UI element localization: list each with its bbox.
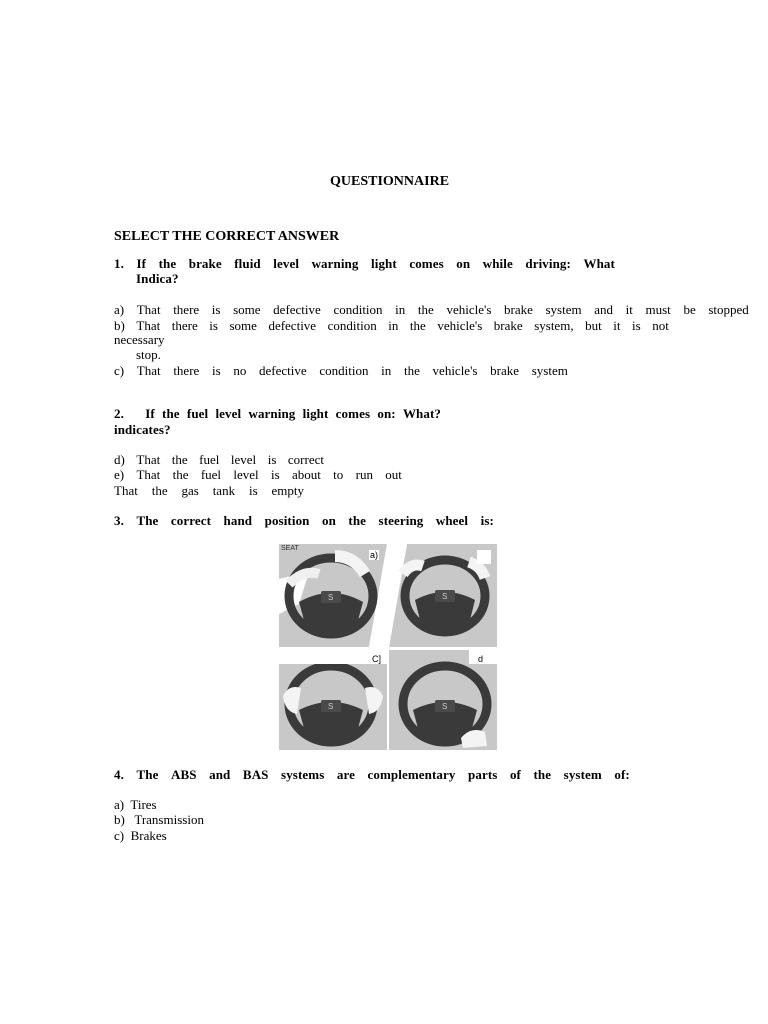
page-title: QUESTIONNAIRE bbox=[330, 174, 450, 189]
word: on bbox=[456, 256, 471, 271]
word: on bbox=[321, 513, 336, 528]
word: brake bbox=[490, 363, 520, 378]
word: run bbox=[355, 467, 373, 482]
word: in bbox=[395, 302, 406, 317]
steering-wheel-panel-d bbox=[389, 650, 497, 753]
question-2-option-d bbox=[114, 452, 324, 468]
word: no bbox=[233, 363, 247, 378]
question-1-option-b-end: stop. bbox=[136, 347, 161, 362]
word: brake bbox=[188, 256, 222, 271]
word: 2. bbox=[114, 406, 124, 421]
steering-wheel-panel-c bbox=[279, 650, 387, 753]
word: must bbox=[645, 302, 671, 317]
question-3-stem bbox=[114, 513, 494, 529]
word: warning bbox=[248, 406, 296, 421]
word: systems bbox=[281, 767, 325, 782]
word: the bbox=[403, 363, 420, 378]
word: the bbox=[172, 467, 189, 482]
steering-wheel-panel-a bbox=[279, 544, 387, 647]
word: the bbox=[151, 483, 168, 498]
question-2-stem-continued: indicates? bbox=[114, 422, 171, 437]
question-4-option-c: c) Brakes bbox=[114, 828, 167, 843]
word: is bbox=[267, 452, 277, 467]
word: of: bbox=[614, 767, 630, 782]
word: system bbox=[563, 767, 602, 782]
svg-text:S: S bbox=[442, 702, 448, 711]
word: some bbox=[233, 302, 261, 317]
word: and bbox=[209, 767, 231, 782]
word: level bbox=[273, 256, 300, 271]
word: position bbox=[264, 513, 310, 528]
word: there bbox=[171, 318, 198, 333]
word: ABS bbox=[171, 767, 197, 782]
svg-text:S: S bbox=[442, 592, 448, 601]
word: the bbox=[348, 513, 367, 528]
word: is bbox=[270, 467, 280, 482]
word: fuel bbox=[186, 406, 209, 421]
word: level bbox=[230, 452, 257, 467]
word: tank bbox=[212, 483, 236, 498]
word: That bbox=[136, 302, 161, 317]
word: hand bbox=[223, 513, 253, 528]
word: That bbox=[136, 363, 161, 378]
word: 4. bbox=[114, 767, 124, 782]
question-2-option-e bbox=[114, 467, 402, 483]
word: vehicle's bbox=[432, 363, 478, 378]
word: light bbox=[302, 406, 329, 421]
word: condition bbox=[333, 302, 383, 317]
word: it bbox=[613, 318, 621, 333]
word: condition bbox=[319, 363, 369, 378]
word: empty bbox=[271, 483, 304, 498]
word: c) bbox=[114, 363, 125, 378]
word: correct bbox=[287, 452, 324, 467]
question-1-option-c bbox=[114, 363, 568, 379]
question-1-option-b bbox=[114, 318, 669, 334]
word: warning bbox=[311, 256, 359, 271]
word: steering bbox=[378, 513, 424, 528]
word: That bbox=[136, 452, 161, 467]
word: defective bbox=[268, 318, 317, 333]
word: 1. bbox=[114, 256, 124, 271]
word: What? bbox=[402, 406, 441, 421]
word: fluid bbox=[234, 256, 261, 271]
word: is bbox=[211, 363, 221, 378]
word: in bbox=[388, 318, 399, 333]
word: BAS bbox=[242, 767, 269, 782]
word: while bbox=[482, 256, 513, 271]
word: The bbox=[136, 767, 159, 782]
word: system bbox=[545, 302, 582, 317]
question-1-option-b-continued: necessary bbox=[114, 332, 165, 347]
word: is bbox=[211, 302, 221, 317]
word: What bbox=[583, 256, 615, 271]
word: not bbox=[652, 318, 669, 333]
word: brake bbox=[493, 318, 523, 333]
word: but bbox=[585, 318, 602, 333]
word: the bbox=[409, 318, 426, 333]
word: there bbox=[173, 363, 200, 378]
word: are bbox=[336, 767, 355, 782]
question-4-stem bbox=[114, 767, 630, 783]
question-4-option-b: b) Transmission bbox=[114, 812, 204, 827]
section-instruction: SELECT THE CORRECT ANSWER bbox=[114, 229, 340, 244]
word: d) bbox=[114, 452, 125, 467]
question-2-option-f bbox=[114, 483, 304, 499]
word: defective bbox=[273, 302, 321, 317]
word: the bbox=[171, 452, 188, 467]
word: and bbox=[594, 302, 614, 317]
word: the bbox=[162, 406, 180, 421]
word: defective bbox=[259, 363, 307, 378]
svg-text:S: S bbox=[328, 593, 334, 602]
word: 3. bbox=[114, 513, 124, 528]
word: complementary bbox=[367, 767, 456, 782]
panel-label-c: C] bbox=[372, 654, 381, 664]
word: some bbox=[229, 318, 257, 333]
word: brake bbox=[504, 302, 533, 317]
word: stopped bbox=[708, 302, 749, 317]
word: level bbox=[215, 406, 242, 421]
word: The bbox=[136, 513, 159, 528]
question-1-stem bbox=[114, 256, 615, 272]
word: e) bbox=[114, 467, 125, 482]
word: That bbox=[136, 318, 161, 333]
word: driving: bbox=[525, 256, 571, 271]
question-1-stem-continued: Indica? bbox=[136, 271, 179, 286]
word: b) bbox=[114, 318, 125, 333]
word: is bbox=[209, 318, 218, 333]
word: wheel bbox=[435, 513, 469, 528]
word: be bbox=[683, 302, 696, 317]
word: If bbox=[145, 406, 155, 421]
question-1-option-a bbox=[114, 302, 749, 318]
word: is bbox=[248, 483, 258, 498]
word: condition bbox=[327, 318, 377, 333]
word: of bbox=[509, 767, 521, 782]
word: the bbox=[417, 302, 434, 317]
word: That bbox=[114, 483, 138, 498]
word: to bbox=[333, 467, 344, 482]
word: parts bbox=[468, 767, 498, 782]
word: on: bbox=[377, 406, 396, 421]
word: is: bbox=[480, 513, 494, 528]
word: gas bbox=[181, 483, 199, 498]
brand-label: SEAT bbox=[281, 545, 299, 552]
word: comes bbox=[335, 406, 371, 421]
word: about bbox=[291, 467, 321, 482]
word: the bbox=[533, 767, 552, 782]
question-2-stem bbox=[114, 406, 441, 422]
word: vehicle's bbox=[446, 302, 492, 317]
word: system bbox=[531, 363, 568, 378]
word: comes bbox=[409, 256, 444, 271]
svg-text:S: S bbox=[328, 702, 334, 711]
word: it bbox=[625, 302, 633, 317]
word: If bbox=[136, 256, 147, 271]
word: light bbox=[371, 256, 397, 271]
panel-label-a: a) bbox=[370, 550, 379, 560]
question-4-option-a: a) Tires bbox=[114, 797, 157, 812]
word: is bbox=[632, 318, 641, 333]
word: the bbox=[158, 256, 177, 271]
word: fuel bbox=[199, 452, 220, 467]
word: correct bbox=[170, 513, 212, 528]
word: system, bbox=[534, 318, 574, 333]
word: vehicle's bbox=[437, 318, 483, 333]
word: fuel bbox=[200, 467, 222, 482]
steering-wheel-figure bbox=[279, 544, 497, 750]
word: That bbox=[136, 467, 161, 482]
steering-wheel-panel-b bbox=[389, 544, 497, 647]
word: out bbox=[385, 467, 402, 482]
word: a) bbox=[114, 302, 125, 317]
word: level bbox=[233, 467, 259, 482]
panel-label-d: d bbox=[478, 654, 484, 664]
word: there bbox=[173, 302, 200, 317]
word: in bbox=[381, 363, 392, 378]
